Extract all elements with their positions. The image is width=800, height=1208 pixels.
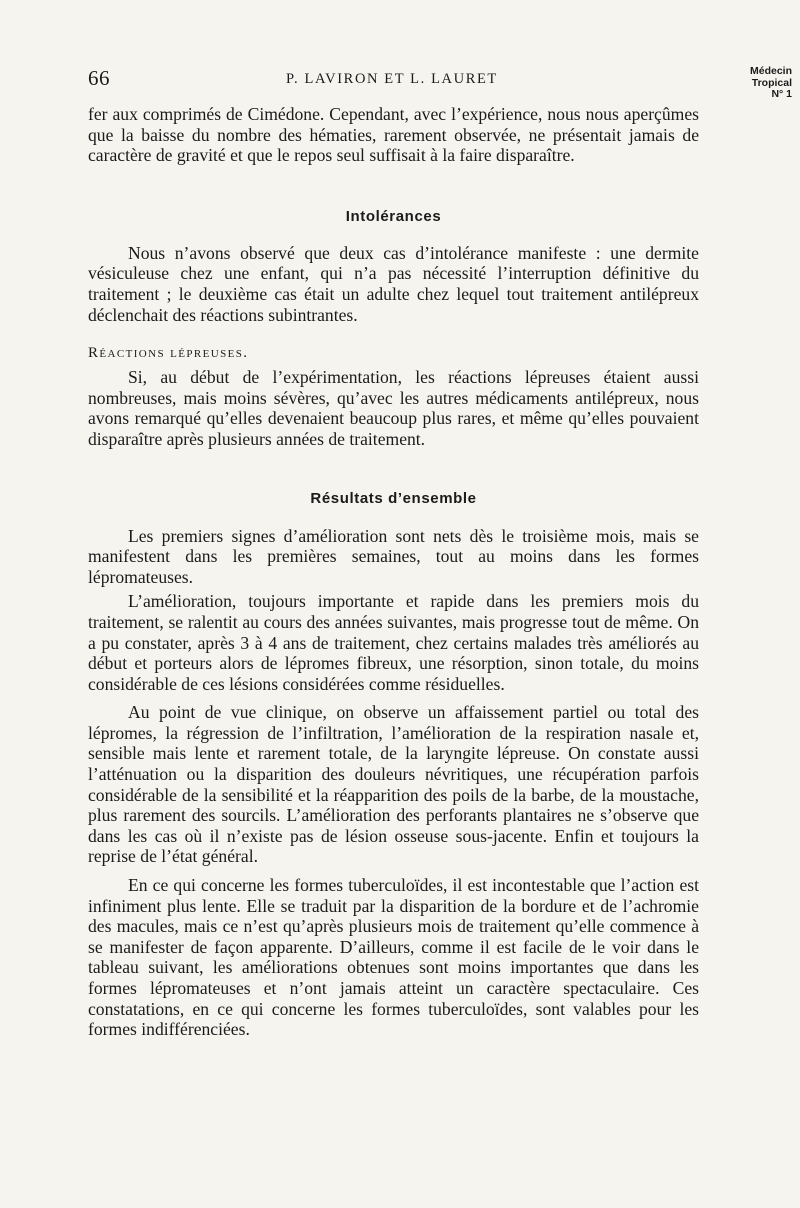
section-heading-resultats: Résultats d’ensemble — [310, 489, 477, 507]
paragraph-continuation: fer aux comprimés de Cimédone. Cependant, avec l’expérience, nous nous aperçûmes que la baisse du nombre des hématies, rarement observée, ne présentait jamais de caractère de gravité et que le repos seul suffisait à la faire disparaître. — [88, 104, 699, 166]
running-title: P. LAVIRON ET L. LAURET — [286, 71, 498, 87]
paragraph-intolerances: Nous n’avons observé que deux cas d’intolérance manifeste : une dermite vésiculeuse chez une enfant, qui n’a pas nécessité l’interruption définitive du traitement ; le deuxième cas était un adulte chez lequel tout traitement antilépreux déclenchait des réactions subintrantes. — [88, 242, 699, 325]
subheading-reactions: Réactions lépreuses. — [88, 345, 249, 362]
paragraph-reactions: Si, au début de l’expérimentation, les réactions lépreuses étaient aussi nombreuses, mais moins sévères, qu’avec les autres médicaments antilépreux, nous avons remarqué qu’elles devenaient beaucoup plus rares, et même qu’elles pouvaient disparaître après plusieurs années de traitement. — [88, 367, 699, 449]
paragraph-resultats-4: En ce qui concerne les formes tuberculoïdes, il est incontestable que l’action est infiniment plus lente. Elle se traduit par la disparition de la bordure et de l’achromie des macules, mais ce n’est qu’après plusieurs mois de traitement qu’elle commence à se manifester de façon apparente. D’ailleurs, comme il est facile de le voir dans le tableau suivant, les améliorations obtenues sont moins importantes que dans les formes lépromateuses et n’ont jamais atteint un caractère spectaculaire. Ces constatations, en ce qui concerne les formes tuberculoïdes, sont valables pour les formes indifférenciées. — [88, 875, 699, 1040]
section-heading-intolerances: Intolérances — [345, 207, 442, 225]
page-header — [88, 66, 708, 96]
paragraph-resultats-3: Au point de vue clinique, on observe un affaissement partiel ou total des lépromes, la régression de l’infiltration, l’amélioration de la respiration nasale et, sensible mais lente et rarement totale, de la laryngite lépreuse. On constate aussi l’atténuation ou la disparition des douleurs névritiques, une récupération parfois considérable de la sensibilité et la réapparition des poils de la barbe, de la moustache, plus rarement des sourcils. L’amélioration des perforants plantaires ne s’observe que dans les cas où il n’existe pas de lésion osseuse sous-jacente. Enfin et toujours la reprise de l’état général. — [88, 702, 699, 867]
journal-line: N° 1 — [771, 88, 792, 100]
journal-line: Médecin — [749, 65, 792, 77]
paragraph-resultats-2: L’amélioration, toujours importante et rapide dans les premiers mois du traitement, se ralentit au cours des années suivantes, mais progresse tout de même. On a pu constater, après 3 à 4 ans de traitement, chez certains malades très améliorés au début et porteurs alors de lépromes fibreux, une résorption, sinon totale, du moins considérable de ces lésions considérées comme résiduelles. — [88, 591, 699, 694]
article-body — [88, 104, 699, 1040]
journal-line: Tropical — [751, 76, 792, 89]
paragraph-resultats-1: Les premiers signes d’amélioration sont nets dès le troisième mois, mais se manifestent dans les premières semaines, tout au moins dans les formes lépromateuses. — [88, 525, 699, 587]
journal-tag — [722, 66, 792, 101]
page-number: 66 — [88, 66, 110, 90]
